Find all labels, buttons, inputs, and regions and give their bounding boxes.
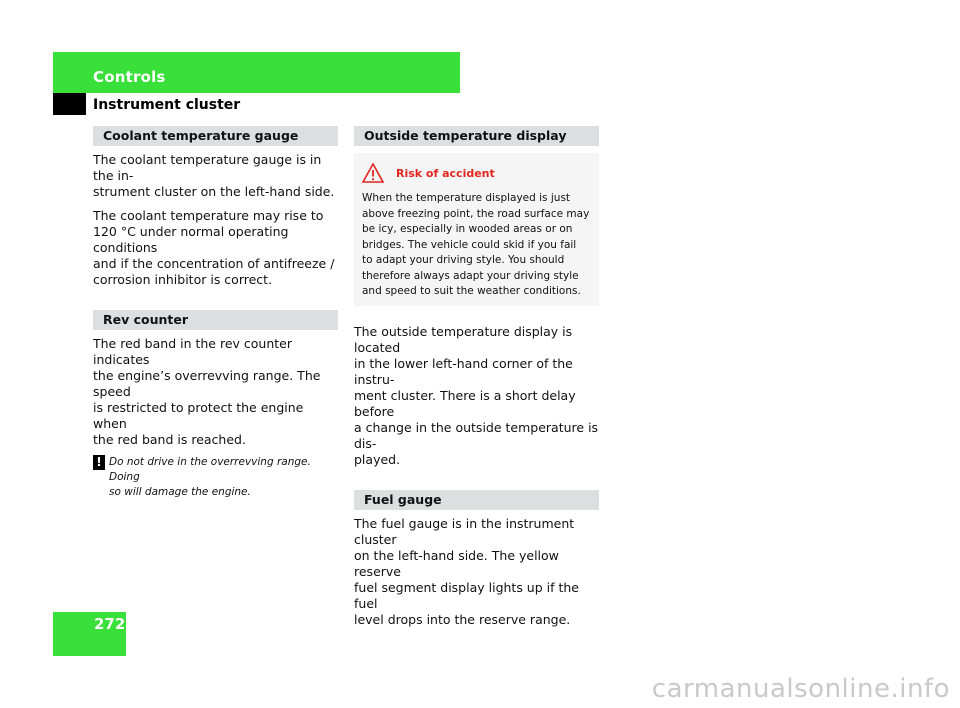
warning-triangle-icon bbox=[362, 163, 384, 183]
coolant-p1-line2: strument cluster on the left-hand side. bbox=[93, 184, 335, 199]
fuel-line: The fuel gauge is in the instrument cluster bbox=[354, 515, 575, 547]
fuel-line: level drops into the reserve range. bbox=[354, 611, 571, 627]
warning-title: Risk of accident bbox=[396, 166, 495, 180]
watermark: carmanualsonline.info bbox=[651, 674, 950, 704]
page-number: 272 bbox=[94, 615, 126, 633]
fuel-paragraph bbox=[354, 516, 599, 628]
damage-note-text bbox=[109, 455, 338, 500]
warning-line: bridges. The vehicle could skid if you fail bbox=[362, 238, 577, 251]
rev-heading: Rev counter bbox=[93, 310, 338, 330]
warning-line: and speed to suit the weather conditions. bbox=[362, 285, 581, 297]
coolant-p2-line1: The coolant temperature may rise to bbox=[93, 208, 324, 223]
warning-line: to adapt your driving style. You should bbox=[362, 254, 565, 266]
coolant-paragraph-2 bbox=[93, 208, 338, 288]
page-title: Instrument cluster bbox=[93, 97, 241, 113]
coolant-p2-line3: and if the concentration of antifreeze / bbox=[93, 256, 335, 271]
right-column bbox=[354, 126, 599, 628]
warning-box bbox=[354, 153, 599, 306]
coolant-p2-line4: corrosion inhibitor is correct. bbox=[93, 272, 273, 287]
warning-line: When the temperature displayed is just bbox=[362, 192, 571, 204]
rev-paragraph bbox=[93, 336, 338, 448]
warning-line: above freezing point, the road surface may bbox=[362, 207, 590, 220]
damage-note bbox=[93, 455, 338, 500]
header-tab-marker bbox=[53, 93, 86, 115]
rev-line4: the red band is reached. bbox=[93, 432, 246, 447]
outside-temp-heading: Outside temperature display bbox=[354, 126, 599, 146]
note-line2: so will damage the engine. bbox=[109, 486, 251, 498]
left-column bbox=[93, 126, 338, 500]
coolant-paragraph-1 bbox=[93, 152, 338, 200]
outside-line: in the lower left-hand corner of the instru- bbox=[354, 355, 573, 387]
section-title: Controls bbox=[93, 68, 166, 86]
outside-line: a change in the outside temperature is dis- bbox=[354, 419, 599, 451]
exclamation-icon: ! bbox=[93, 455, 105, 470]
fuel-heading: Fuel gauge bbox=[354, 490, 599, 510]
note-line1: Do not drive in the overrevving range. Doing bbox=[109, 456, 311, 483]
coolant-p2-line2: 120 °C under normal operating conditions bbox=[93, 224, 289, 255]
warning-line: therefore always adapt your driving style bbox=[362, 269, 579, 282]
warning-header bbox=[362, 163, 591, 183]
coolant-heading: Coolant temperature gauge bbox=[93, 126, 338, 146]
rev-line1: The red band in the rev counter indicates bbox=[93, 336, 292, 367]
rev-line3: is restricted to protect the engine when bbox=[93, 400, 304, 431]
fuel-line: fuel segment display lights up if the fuel bbox=[354, 579, 579, 611]
outside-line: ment cluster. There is a short delay before bbox=[354, 387, 576, 419]
outside-line: The outside temperature display is located bbox=[354, 323, 573, 355]
outside-temp-paragraph bbox=[354, 324, 599, 468]
warning-line: be icy, especially in wooded areas or on bbox=[362, 223, 573, 235]
fuel-line: on the left-hand side. The yellow reserve bbox=[354, 547, 559, 579]
outside-line: played. bbox=[354, 451, 401, 467]
warning-text bbox=[362, 191, 591, 300]
rev-line2: the engine’s overrevving range. The speed bbox=[93, 368, 321, 399]
coolant-p1-line1: The coolant temperature gauge is in the in- bbox=[93, 152, 322, 183]
